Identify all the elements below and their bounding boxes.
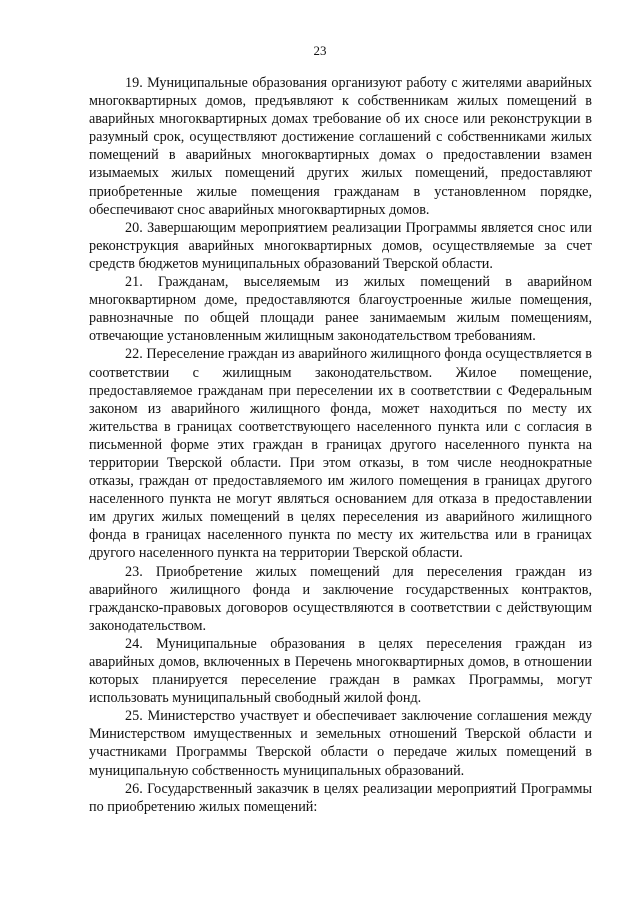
paragraph-23: 23. Приобретение жилых помещений для переселения граждан из аварийного жилищного фонда и заключение государственных контрактов, гражданско-правовых договоров осуществляются в соответствии с действующим законодательством. (89, 563, 592, 634)
paragraph-26: 26. Государственный заказчик в целях реализации мероприятий Программы по приобретению жилых помещений: (89, 780, 592, 815)
paragraph-20: 20. Завершающим мероприятием реализации Программы является снос или реконструкция аварийных многоквартирных домов, осуществляемые за счет средств бюджетов муниципальных образований Тверской области. (89, 219, 592, 272)
document-body (89, 74, 592, 816)
paragraph-25: 25. Министерство участвует и обеспечивает заключение соглашения между Министерством имущественных и земельных отношений Тверской области и участниками Программы Тверской области о передаче жилых помещений в муниципальную собственность муниципальных образований. (89, 708, 592, 779)
paragraph-21: 21. Гражданам, выселяемым из жилых помещений в аварийном многоквартирном доме, предоставляются благоустроенные жилые помещения, равнозначные по общей площади ранее занимаемым жилым помещениям, отвечающие установленным жилищным законодательством требованиям. (89, 274, 592, 345)
paragraph-22: 22. Переселение граждан из аварийного жилищного фонда осуществляется в соответствии с жилищным законодательством. Жилое помещение, предоставляемое гражданам при переселении их в соответствии с Федеральным законом из аварийного жилищного фонда, может находиться по месту их жительства в границах соответствующего населенного пункта или с согласия в письменной форме этих граждан в границах другого населенного пункта на территории Тверской области. При этом отказы, в том числе неоднократные отказы, граждан от предоставляемого им жилого помещения в границах другого населенного пункта не могут являться основанием для отказа в предоставлении им других жилых помещений в целях переселения из аварийного жилищного фонда в границах населенного пункта по месту их жительства или в границах другого населенного пункта на территории Тверской области. (89, 346, 592, 562)
page-number: 23 (313, 43, 327, 58)
paragraph-24: 24. Муниципальные образования в целях переселения граждан из аварийных домов, включенных в Перечень многоквартирных домов, в отношении которых планируется переселение граждан в рамках Программы, могут использовать муниципальный свободный жилой фонд. (89, 635, 592, 707)
paragraph-19: 19. Муниципальные образования организуют работу с жителями аварийных многоквартирных домов, предъявляют к собственникам жилых помещений в аварийных многоквартирных домах требование об их сносе или реконструкции в разумный срок, осуществляют достижение соглашений с собственниками жилых помещений в аварийных многоквартирных домах о предоставлении взамен изымаемых жилых помещений других жилых помещений, предоставляют приобретенные жилые помещения гражданам в установленном порядке, обеспечивают снос аварийных многоквартирных домов. (89, 75, 592, 218)
